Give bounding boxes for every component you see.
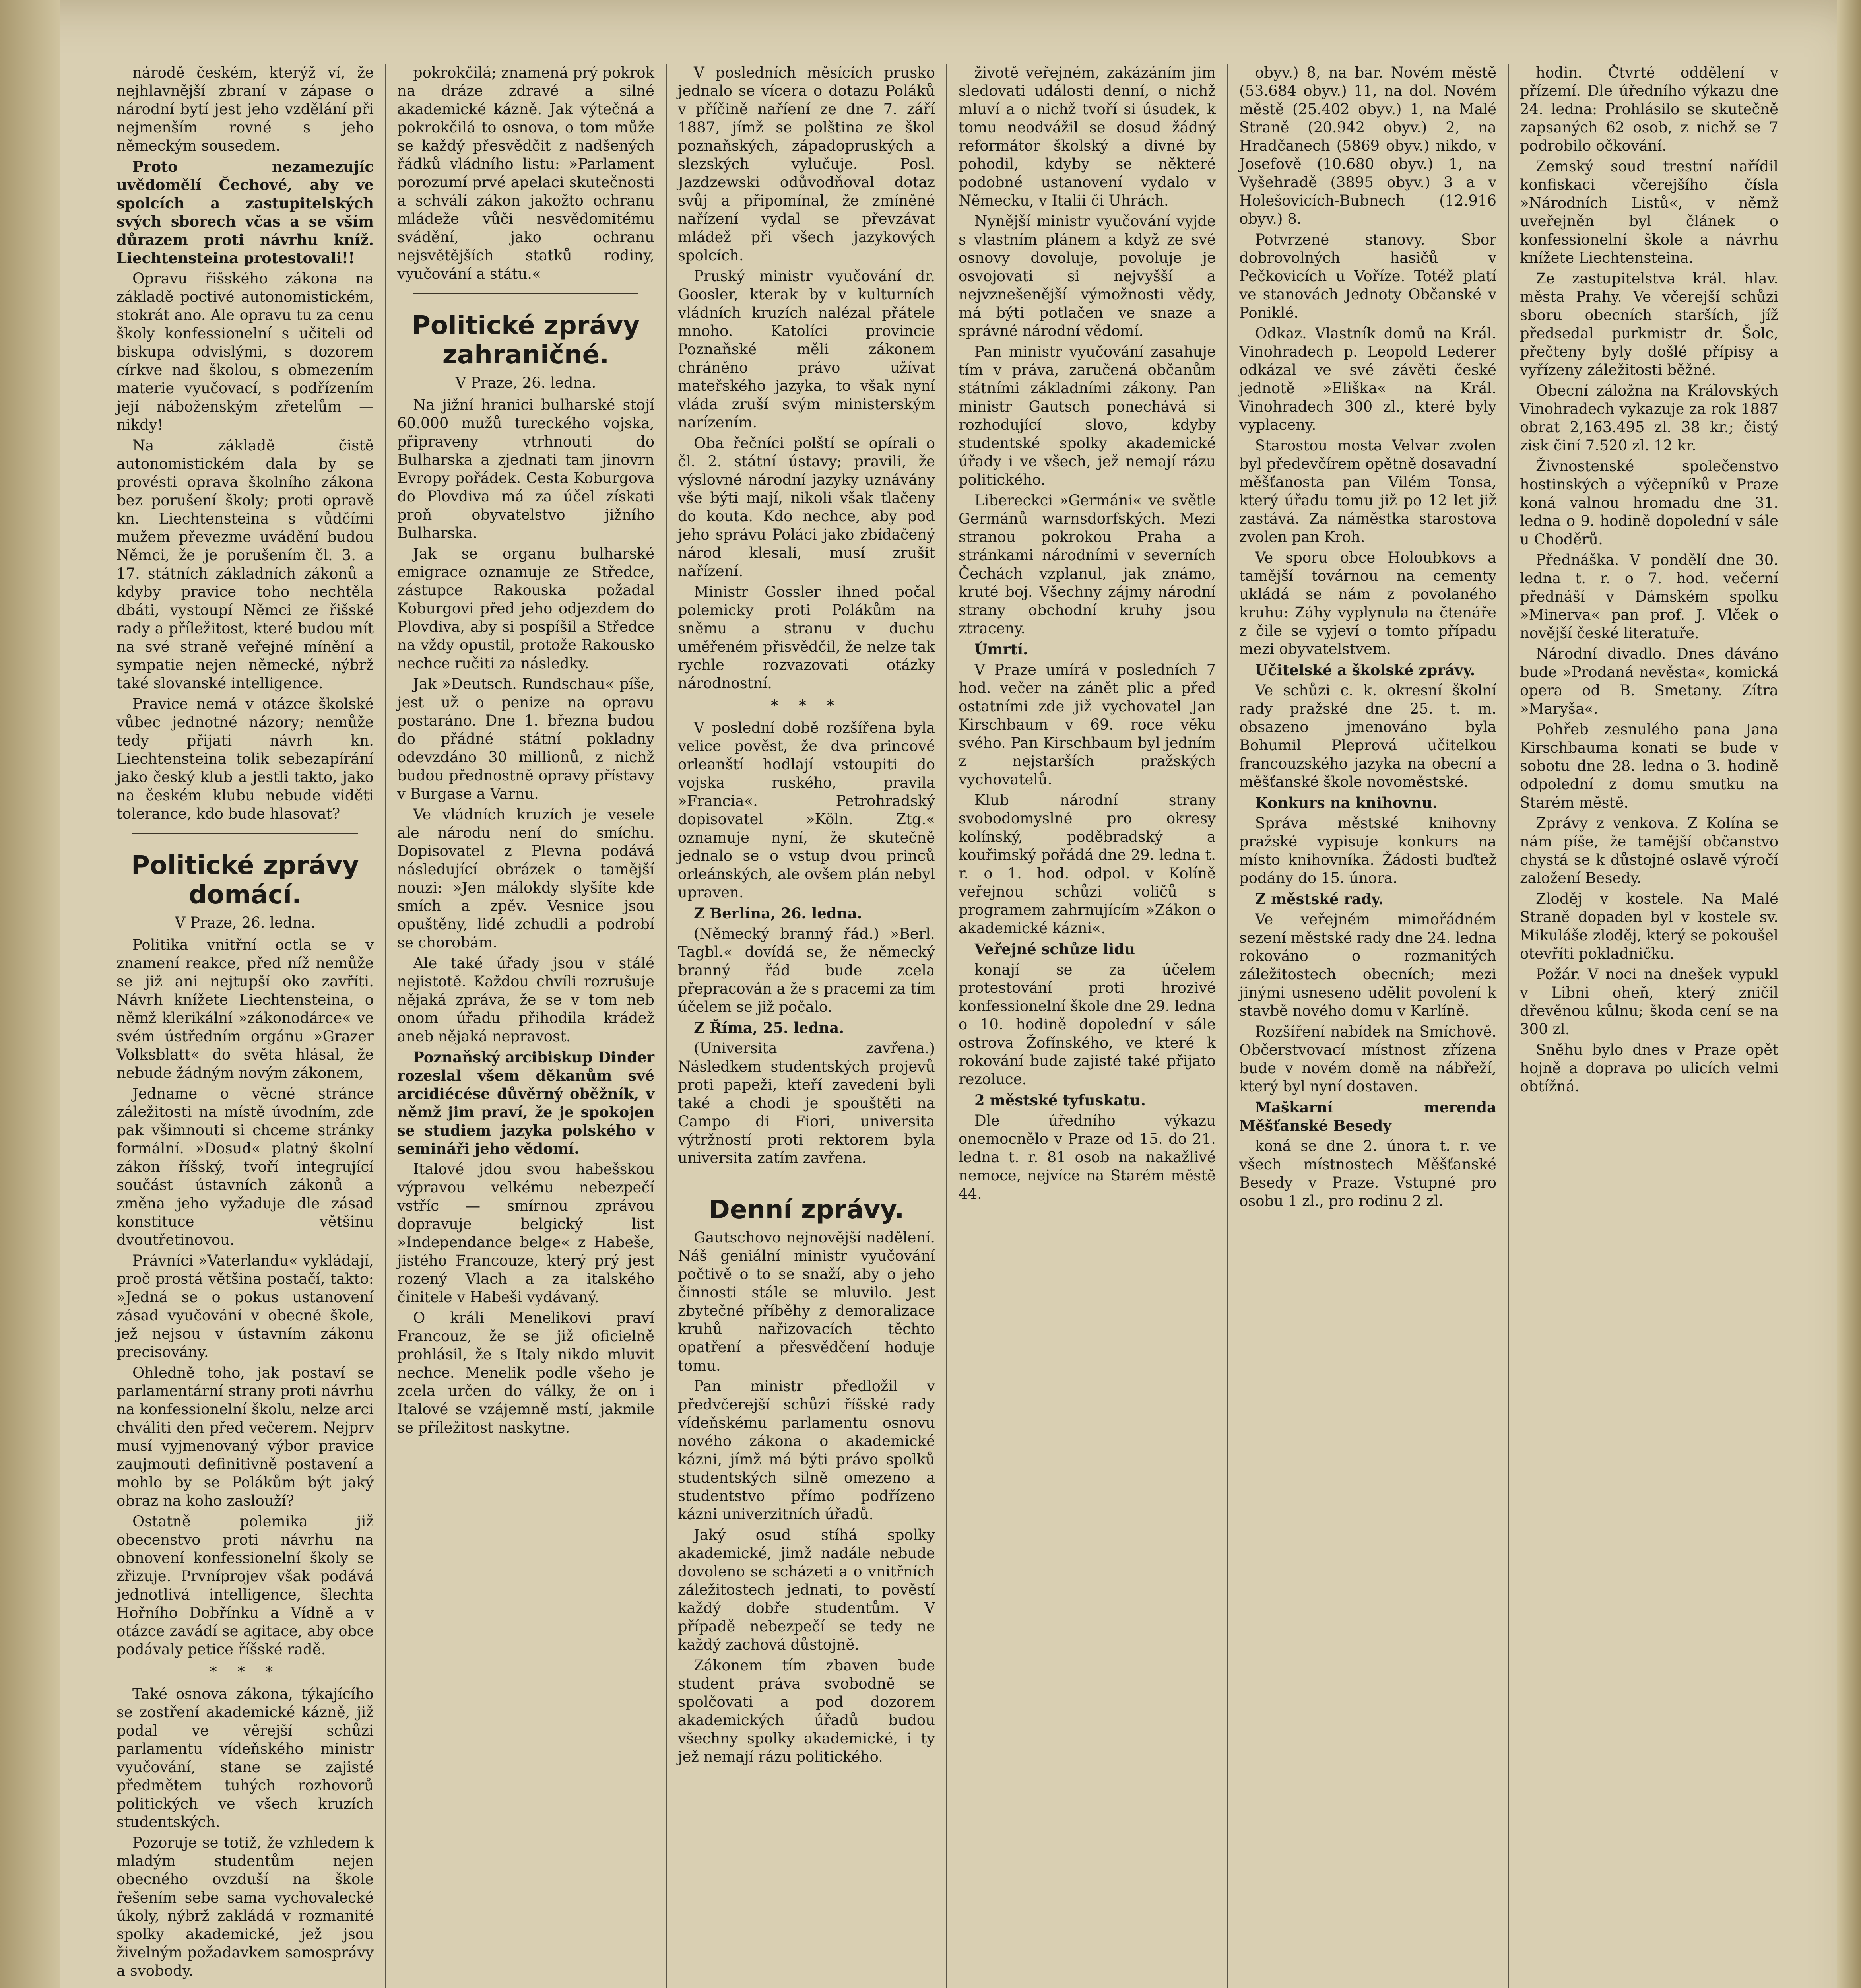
paragraph: Pozoruje se totiž, že vzhledem k mladým studentům nejen obecného ovzduší na škole řešením sebe sama vychovalecké úkoly, nýbrž zakládá v rozmanité spolky akademické, jež jsou živelným požadavkem samosprávy a svobody. xyxy=(116,1834,374,1979)
paragraph: Ohledně toho, jak postaví se parlamentární strany proti návrhu na konfessionelní školu, nelze arci chváliti den před večerem. Nejprv musí vyjmenovaný výbor pravice zaujmouti definitivně postavení a mohlo by se Polákům být jaký obraz na koho zaslouží? xyxy=(116,1364,374,1509)
paragraph: Pravice nemá v otázce školské vůbec jednotné názory; nemůže tedy přijati návrh kn. Liechtensteina tolik sebezapírání jako český klub a jestli takto, jako na českém klubu nebude viděti tolerance, kdo bude hlasovat? xyxy=(116,695,374,822)
paragraph-heading: Maškarní merenda Měšťanské Besedy xyxy=(1239,1099,1496,1134)
paragraph: Klub národní strany svobodomyslné pro okresy kolínský, poděbradský a kouřimský pořádá dne 29. ledna t. r. o 1. hod. odpol. v Kolíně veřejnou schůzi voličů s programem zahrnujícím »Zákon o akademické kázni«. xyxy=(959,792,1216,937)
section-heading-domestic: Politické zprávy domácí. xyxy=(131,851,359,910)
paragraph: Pan ministr předložil v předvčerejší schůzi říšské rady vídeňskému parlamentu osnovu nového zákona o akademické kázni, jímž má býti právo spolků studentských silně omezeno a studentstvo přímo podřízeno kázni univerzitních úřadů. xyxy=(678,1378,935,1523)
column-1 xyxy=(105,64,386,1988)
paragraph: Starostou mosta Velvar zvolen byl předevčírem opětně dosavadní měšťanosta pan Vilém Tonsa, který úřadu tomu již po 12 let již zastává. Za náměstka starostova zvolen pan Kroh. xyxy=(1239,437,1496,546)
paragraph: Jaký osud stíhá spolky akademické, jimž nadále nebude dovoleno se scházeti a o vnitřních záležitostech jednati, to pověstí každý dobře studentům. V případě nebezpečí se tedy ne každý zachová důstojně. xyxy=(678,1526,935,1653)
paragraph: Pan ministr vyučování zasahuje tím v práva, zaručená občanům státními základními zákony. Pan ministr Gautsch ponechává si rozhodující slovo, kdyby studentské spolky akademické úřady i ve všech, jež nemají rázu politického. xyxy=(959,343,1216,488)
paragraph: V posledních měsících prusko jednalo se vícera o dotazu Poláků v příčině naříení ze dne 7. září 1887, jímž se polština ze škol poznaňských, západopruských a slezských vylučuje. Posl. Jazdzewski odůvodňoval dotaz svůj a připomínal, že zmíněné nařízení vydal se převzávat mládež při všech jazykových spolcích. xyxy=(678,64,935,264)
paragraph: Opravu řišského zákona na základě poctivé autonomistickém, stokrát ano. Ale opravu tu za cenu školy konfessionelní s učiteli od biskupa odvislými, s dozorem církve nad školou, s obmezením materie vyučovací, s podřízením její náboženským zřetelům — nikdy! xyxy=(116,270,374,433)
paragraph: Zloděj v kostele. Na Malé Straně dopaden byl v kostele sv. Mikuláše zloděj, který se pokoušel otevříti pokladničku. xyxy=(1520,890,1778,962)
bold-appeal: Proto nezamezujíc uvědomělí Čechové, aby ve spolcích a zastupitelských svých sborech včas a se vším důrazem proti návrhu kníž. Liechtensteina protestovali!! xyxy=(116,158,374,267)
separator-stars: * * * xyxy=(770,697,842,714)
section-rule xyxy=(413,293,638,295)
column-4 xyxy=(947,64,1228,1988)
paragraph: Dle úředního výkazu onemocnělo v Praze od 15. do 21. ledna t. r. 81 osob na nakažlivé nemoce, nejvíce na Starém městě 44. xyxy=(959,1112,1216,1202)
paragraph: obyv.) 8, na bar. Novém městě (53.684 obyv.) 11, na dol. Novém městě (25.402 obyv.) 1, na Malé Straně (20.942 obyv.) 2, na Hradčanech (5869 obyv.) nikdo, v Josefově (10.680 obyv.) 1, na Vyšehradě (3895 obyv.) 3 a v Holešovicích-Bubnech (12.916 obyv.) 8. xyxy=(1239,64,1496,227)
paragraph: O králi Menelikovi praví Francouz, že se již oficielně prohlásil, že s Italy nikdo mluvit nechce. Menelik podle všeho je zcela určen do války, že on i Italové se vzájemně mstí, jakmile se příležitost naskytne. xyxy=(397,1309,654,1436)
paragraph: Ve sporu obce Holoubkovs a tamější továrnou na cementy ukládá se nám z povolaného kruhu: Záhy vyplynula na čtenáře z čile se vyjeví o tomto případu mezi obyvatelstvem. xyxy=(1239,549,1496,658)
paragraph: Pruský ministr vyučování dr. Goosler, kterak by v kulturních vládních kruzích nalézal přátele mnoho. Katolíci provincie Poznaňské měli zákonem chráněno právo užívat mateřského jazyka, to však nyní vláda zruší svým ministerským narízením. xyxy=(678,268,935,431)
columns xyxy=(105,64,1827,1988)
paragraph: Požár. V noci na dnešek vypukl v Libni oheň, který zničil dřevěnou kůlnu; škoda cení se na 300 zl. xyxy=(1520,966,1778,1038)
paragraph: Na jižní hranici bulharské stojí 60.000 mužů tureckého vojska, připraveny vtrhnouti do Bulharska a zjednati tam jinovrn Evropy pořádek. Cesta Koburgova do Plovdiva má za účel získati proň obyvatelstvo jižního Bulharska. xyxy=(397,396,654,542)
paragraph: Libereckci »Germáni« ve světle Germánů warnsdorfských. Mezi stranou pokrokou Praha a stránkami národními v severních Čechách vzplanul, jak známo, kruté boj. Všechny zájmy národní strany obchodní kruhy jsou ztraceny. xyxy=(959,492,1216,637)
paragraph-heading: Poznaňský arcibiskup Dinder rozeslal všem děkanům své arcidiécése důvěrný oběžník, v němž jim praví, že je spokojen se studiem jazyka polského v semináři jeho vědomí. xyxy=(397,1048,654,1157)
paragraph: Gautschovo nejnovější nadělení. Náš geniální ministr vyučování počtivě o to se snaží, aby o jeho činnosti stále se mluvilo. Jest zbytečné příběhy z demoralizace kruhů nařizovacích těchto opatření a přesvědčení hoduje tomu. xyxy=(678,1229,935,1374)
paragraph-heading: 2 městské tyfuskatu. xyxy=(974,1091,1146,1109)
paragraph: Zprávy z venkova. Z Kolína se nám píše, že tamější občanstvo chystá se k důstojné oslavě výročí založení Besedy. xyxy=(1520,815,1778,887)
paragraph: Národní divadlo. Dnes dáváno bude »Prodaná nevěsta«, komická opera od B. Smetany. Zítra »Maryša«. xyxy=(1520,645,1778,717)
section-heading-daily: Denní zprávy. xyxy=(708,1195,904,1225)
page-edge-left xyxy=(0,0,60,1988)
dateline-berlin: Z Berlína, 26. ledna. xyxy=(694,905,862,922)
paragraph: V Praze umírá v posledních 7 hod. večer na zánět plic a před ostatními zde již vychovatel Jan Kirschbaum v 69. roce věku svého. Pan Kirschbaum byl jedním z nejstarších pražských vychovatelů. xyxy=(959,661,1216,788)
paragraph: Přednáška. V pondělí dne 30. ledna t. r. o 7. hod. večerní přednáší v Dámském spolku »Minerva« pan prof. J. Vlček o novější české literatuře. xyxy=(1520,551,1778,642)
dateline: V Praze, 26. ledna. xyxy=(455,374,596,391)
paragraph: koná se dne 2. února t. r. ve všech místnostech Měšťanské Besedy v Praze. Vstupné pro osobu 1 zl., pro rodinu 2 zl. xyxy=(1239,1138,1496,1209)
paragraph: Politika vnitřní octla se v znamení reakce, před níž nemůže se již ani nejtupší oko zavříti. Návrh knížete Liechtensteina, o němž klerikální »zákonodárce« ve svém ústředním orgánu »Grazer Volksblatt« do světa hlásal, že nebude žádným novým zákonem, xyxy=(116,936,374,1081)
paragraph: Obecní záložna na Královských Vinohradech vykazuje za rok 1887 obrat 2,163.495 zl. 38 kr.; čistý zisk činí 7.520 zl. 12 kr. xyxy=(1520,382,1778,454)
paragraph: Ale také úřady jsou v stálé nejistotě. Každou chvíli rozrušuje nějaká zpráva, že se v tom neb onom úřadu přihodila krádež aneb nějaká nepravost. xyxy=(397,955,654,1045)
paragraph: pokrokčilá; znamená prý pokrok na dráze zdravé a silné akademické kázně. Jak výtečná a pokrokčilá to osnova, o tom může se každý přesvědčit z nadšených řádků vládního listu: »Parlament porozumí prvé apelaci skutečnosti a schválí zákon jakožto ochranu mládeže vůči nesvědomitému svádění, jako ochranu nejsvětějších statků rodiny, vyučování a státu.« xyxy=(397,64,654,282)
paragraph: Zákonem tím zbaven bude student práva svobodně se spolčovati a pod dozorem akademických úřadů budou všechny spolky akademické, i ty jež nemají rázu politického. xyxy=(678,1657,935,1765)
paragraph: Na základě čistě autonomistickém dala by se provésti oprava školního zákona bez porušení školy; proti opravě kn. Liechtensteina s vůdčími mužem převezme uvádění budou Němci, že je porušením čl. 3. a 17. státních základních zákonů a kdyby pravice toho nechtěla dbáti, vystoupí Němci ze řišské rady a příležitost, které budou mít na své straně veřejné mínění a sympatie nejen německé, nýbrž také slovanské intelligence. xyxy=(116,437,374,692)
paragraph: Potvrzené stanovy. Sbor dobrovolných hasičů v Pečkovicích u Voříze. Totéž platí ve stanovách Jednoty Občanské v Poniklé. xyxy=(1239,231,1496,321)
paragraph: (Německý branný řád.) »Berl. Tagbl.« dovídá se, že německý branný řád bude zcela přepracován a že s pracemi za tím účelem se již počalo. xyxy=(678,925,935,1015)
paragraph: Jedname o věcné stránce záležitosti na místě úvodním, zde pak všimnouti si chceme stránky formální. »Dosud« platný školní zákon říšský, tvoří integrující součást ústavních zákonů a změna jeho vyžaduje dle zásad konstituce většinu dvoutřetinovou. xyxy=(116,1085,374,1248)
paragraph: Ministr Gossler ihned počal polemicky proti Polákům na sněmu a stranu v duchu uměřeném přisvědčil, že nelze tak rychle rozvazovati otázky národnostní. xyxy=(678,583,935,692)
paragraph: Odkaz. Vlastník domů na Král. Vinohradech p. Leopold Lederer odkázal ve své závěti české jednotě »Eliška« na Král. Vinohradech 300 zl., které byly vyplaceny. xyxy=(1239,325,1496,433)
paragraph-heading: Z městské rady. xyxy=(1255,890,1384,908)
paragraph-heading: Učitelské a školské zprávy. xyxy=(1255,661,1475,679)
paragraph: Ve vládních kruzích je vesele ale národu není do smíchu. Dopisovatel z Plevna podává následující obrázek o tamější nouzi: »Jen málokdy slyšíte kde smích a zpěv. Vesnice jsou opuštěny, lidé zchudli a podrobí se chorobám. xyxy=(397,806,654,951)
dateline-rome: Z Říma, 25. ledna. xyxy=(694,1019,844,1037)
paragraph: Jak »Deutsch. Rundschau« píše, jest už o penize na opravu postaráno. Dne 1. března budou do přádné státní pokladny odevzdáno 30 millionů, z nichž budou přednostně opravy přístavy v Burgase a Varnu. xyxy=(397,676,654,802)
paragraph: Italové jdou svou habešskou výpravou velkému nebezpečí vstříc — smírnou zprávou dopravuje belgický list »Independance belge« z Habeše, jistého Francouze, který prý jest rozený Vlach a za italského činitele v Habeši vydávaný. xyxy=(397,1161,654,1306)
paragraph: Ostatně polemika již obecenstvo proti návrhu na obnovení konfessionelní školy se zřizuje. Prvníprojev však podává jednotlivá intelligence, šlechta Hořního Dobřínku a Vídně a v otázce zavádí se agitace, aby obce podávaly petice říšské radě. xyxy=(116,1513,374,1658)
paragraph: Právníci »Vaterlandu« vykládají, proč prostá většina postačí, takto: »Jedná se o pokus ustanovení zásad vyučování v obecné škole, jež nejsou v ústavním zákonu precisovány. xyxy=(116,1252,374,1361)
column-5 xyxy=(1228,64,1509,1988)
paragraph: Zemský soud trestní nařídil konfiskaci včerejšího čísla »Národních Listů«, v němž uveřejněn byl článek o konfessionelní škole a návrhu knížete Liechtensteina. xyxy=(1520,158,1778,266)
section-rule xyxy=(694,1178,919,1179)
paragraph: Oba řečníci polští se opírali o čl. 2. státní ústavy; pravili, že výslovné národní jazyky uznávány vše býti mají, nikoli však tlačeny do kouta. Kdo nechce, aby pod jeho správu Poláci jako zbídačený národ klesali, musí zrušit nařízení. xyxy=(678,435,935,580)
paragraph: Ve veřejném mimořádném sezení městské rady dne 24. ledna rokováno o rozmanitých záležitostech obecních; mezi jinými usneseno udělit povolení k stavbě nového domu v Karlíně. xyxy=(1239,911,1496,1019)
paragraph: Pohřeb zesnulého pana Jana Kirschbauma konati se bude v sobotu dne 28. ledna o 3. hodině odpolední z domu smutku na Starém městě. xyxy=(1520,721,1778,811)
paragraph: Také osnova zákona, týkajícího se zostření akademické kázně, již podal ve věrejší schůzi parlamentu vídeňského ministr vyučování, stane se zajisté předmětem tuhých rozhovorů politických ve všech kruzích studentských. xyxy=(116,1685,374,1831)
dateline: V Praze, 26. ledna. xyxy=(175,914,316,931)
paragraph-heading: Veřejné schůze lidu xyxy=(974,940,1135,958)
page-edge-right xyxy=(1837,0,1861,1988)
section-rule xyxy=(132,833,358,835)
paragraph: Ve schůzi c. k. okresní školní rady pražské dne 25. t. m. obsazeno jmenováno byla Bohumil Pleprová učitelkou francouzského jazyka na obecní a měšťanské škole novoměstské. xyxy=(1239,682,1496,790)
paragraph: V poslední době rozšířena byla velice pověst, že dva princové orleanští hodlají vstoupiti do vojska ruského, pravila »Francia«. Petrohradský dopisovatel »Köln. Ztg.« oznamuje nyní, že skutečně jednalo se o vstup dvou princů orleánských, ale ovšem plán nebyl upraven. xyxy=(678,719,935,901)
paragraph: Sněhu bylo dnes v Praze opět hojně a doprava po ulicích velmi obtížná. xyxy=(1520,1041,1778,1095)
paragraph: Jak se organu bulharské emigrace oznamuje ze Středce, zástupce Rakouska požadal Koburgovi před jeho odjezdem do Plovdiva, aby si pospíšil a Středce na vždy opustil, protože Rakousko nechce ručiti za následky. xyxy=(397,545,654,672)
paragraph: hodin. Čtvrté oddělení v přízemí. Dle úředního výkazu dne 24. ledna: Prohlásilo se skutečně zapsaných 62 osob, z nichž se 7 podrobilo očkování. xyxy=(1520,64,1778,154)
paragraph: Rozšíření nabídek na Smíchově. Občerstvovací místnost zřízena bude v novém domě na nábřeží, který byl nyní dostaven. xyxy=(1239,1023,1496,1095)
separator-stars: * * * xyxy=(209,1663,281,1680)
column-3 xyxy=(667,64,947,1988)
paragraph: Správa městské knihovny pražské vypisuje konkurs na místo knihovníka. Žádosti buďtež podány do 15. února. xyxy=(1239,815,1496,887)
paragraph: Nynější ministr vyučování vyjde s vlastním plánem a když ze své osnovy dovoluje, povoluje je osvojovati si nejvyšší a nejvznešenější výmožnosti vědy, má býti potlačen ve snaze a správné národní vědomí. xyxy=(959,213,1216,340)
paragraph: (Universita zavřena.) Následkem studentských projevů proti papeži, kteří zavedeni byli také a chodi je spouštěti na Campo di Fiori, universita výtržností proti rektorem byla universita zatím zavřena. xyxy=(678,1040,935,1167)
paragraph: národě českém, kterýž ví, že nejhlavnější zbraní v zápase o národní bytí jest jeho vzdělání při nejmenším rovné s jeho německým sousedem. xyxy=(116,64,374,154)
column-2 xyxy=(386,64,667,1988)
paragraph: konají se za účelem protestování proti hrozivé konfessionelní škole dne 29. ledna o 10. hodině dopolední v sále ostrova Žofínského, ve které k rokování bude zajisté také přijato rezoluce. xyxy=(959,961,1216,1088)
column-6 xyxy=(1509,64,1789,1988)
paragraph-heading: Úmrtí. xyxy=(974,641,1028,658)
paragraph: životě veřejném, zakázáním jim sledovati události denní, o nichž mluví a o nichž tvoří si úsudek, k tomu neodvážil se dosud žádný reformátor školský a divné by pohodil, kdyby se některé podobné ustanovení vydalo v Německu, v Italii či Uhrách. xyxy=(959,64,1216,209)
paragraph-heading: Konkurs na knihovnu. xyxy=(1255,794,1438,812)
paragraph: Ze zastupitelstva král. hlav. města Prahy. Ve včerejší schůzi sboru obecních starších, jíž předsedal purkmistr dr. Šolc, přečteny byly došlé přípisy a vyřízeny záležitosti běžné. xyxy=(1520,270,1778,379)
section-heading-foreign: Politické zprávy zahraničné. xyxy=(412,311,640,370)
paragraph: Živnostenské společenstvo hostinských a výčepníků v Praze koná valnou hromadu dne 31. ledna o 9. hodině dopolední v sále u Choděrů. xyxy=(1520,458,1778,548)
